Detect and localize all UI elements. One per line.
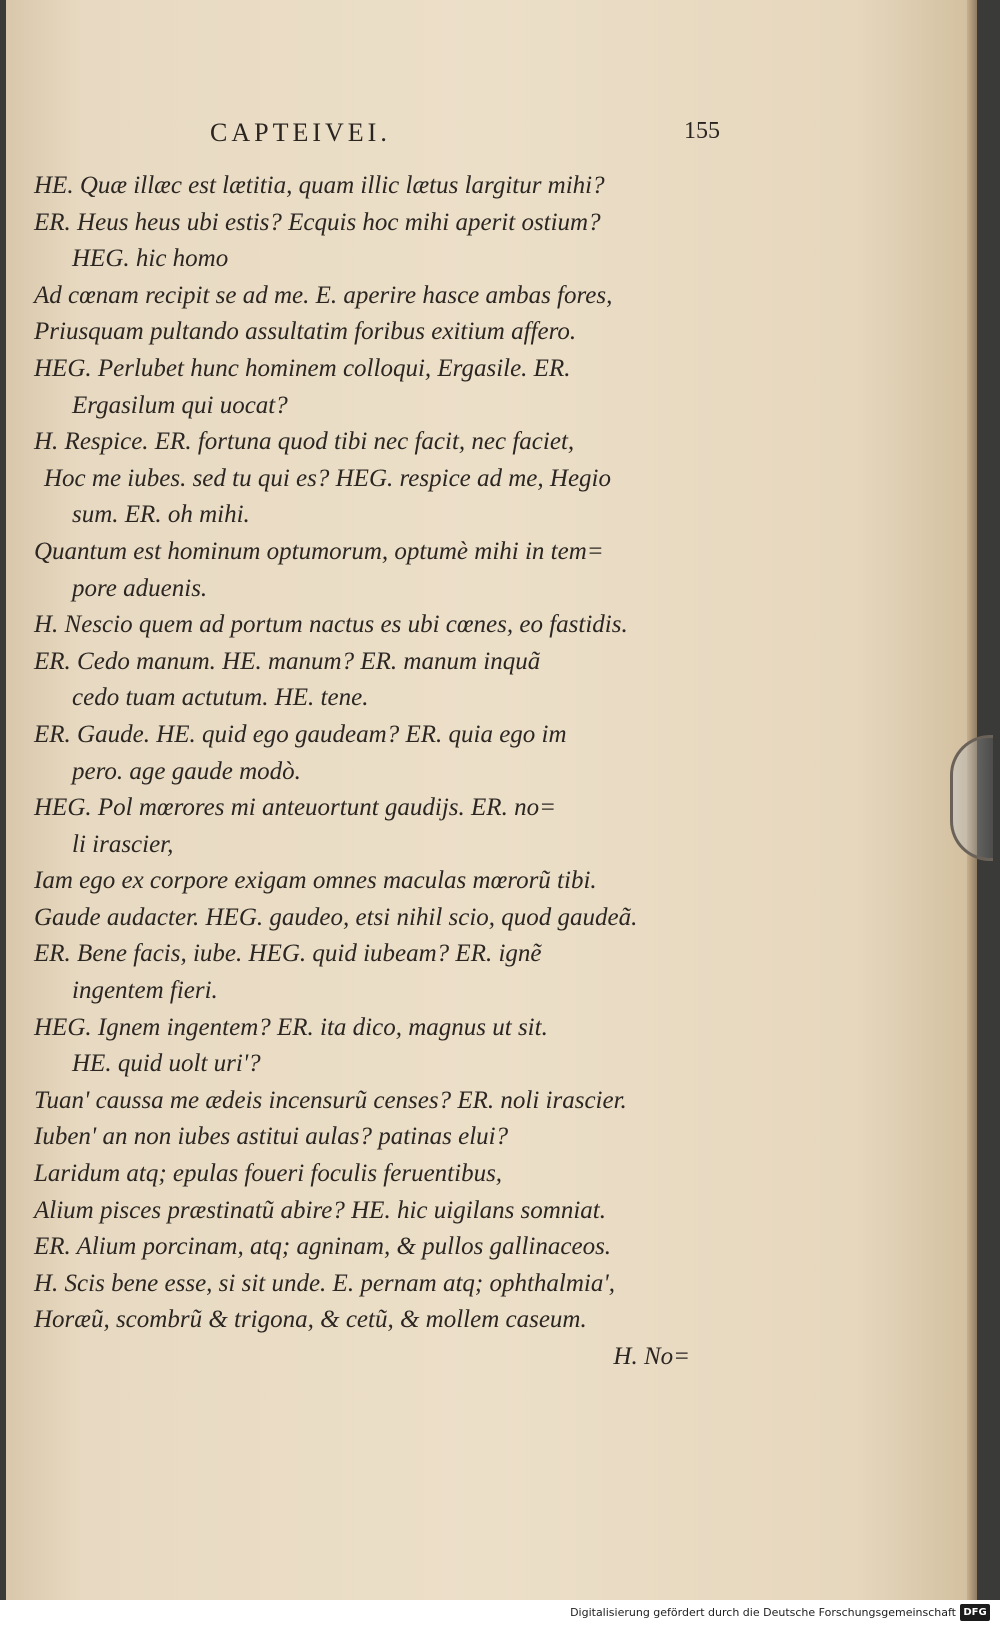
- text-line: ER. Cedo manum. HE. manum? ER. manum inquã: [34, 647, 541, 675]
- catchword: H. No=: [613, 1343, 690, 1370]
- text-line: Priusquam pultando assultatim foribus exitium affero.: [34, 318, 577, 346]
- text-line: Iuben' an non iubes astitui aulas? patinas elui?: [34, 1123, 509, 1151]
- text-line: sum. ER. oh mihi.: [72, 501, 250, 529]
- text-line: HE. Quæ illæc est lætitia, quam illic lætus largitur mihi?: [34, 172, 605, 199]
- text-line: pore aduenis.: [72, 574, 208, 602]
- text-line: Quantum est hominum optumorum, optumè mihi in tem=: [34, 537, 604, 565]
- text-line: Horæũ, scombrũ & trigona, & cetũ, & mollem caseum.: [34, 1306, 587, 1334]
- text-line: Iam ego ex corpore exigam omnes maculas mœrorũ tibi.: [34, 867, 597, 895]
- text-line: H. Scis bene esse, si sit unde. E. pernam atq; ophthalmia',: [34, 1269, 615, 1297]
- funding-credit: Digitalisierung gefördert durch die Deutsche Forschungsgemeinschaft: [570, 1606, 956, 1619]
- text-line: ingentem fieri.: [72, 977, 218, 1005]
- text-line: HEG. Perlubet hunc hominem colloqui, Ergasile. ER.: [34, 354, 571, 382]
- text-line: HEG. Ignem ingentem? ER. ita dico, magnus ut sit.: [34, 1013, 548, 1041]
- dfg-logo: DFG: [960, 1604, 990, 1621]
- text-line: Tuan' caussa me ædeis incensurũ censes? ER. noli irascier.: [34, 1086, 627, 1114]
- page-number: 155: [684, 118, 720, 144]
- text-line: H. Respice. ER. fortuna quod tibi nec facit, nec faciet,: [34, 428, 575, 456]
- text-line: ER. Bene facis, iube. HEG. quid iubeam? ER. ignẽ: [34, 940, 542, 968]
- text-line: HE. quid uolt uri'?: [72, 1050, 261, 1078]
- page-header: [40, 118, 720, 154]
- text-line: pero. age gaude modò.: [72, 757, 301, 785]
- text-line: li irascier,: [72, 830, 174, 858]
- page-clip: [950, 735, 993, 861]
- text-line: Ad cœnam recipit se ad me. E. aperire hasce ambas fores,: [34, 281, 613, 309]
- text-line: Laridum atq; epulas foueri foculis feruentibus,: [34, 1160, 503, 1188]
- text-line: HEG. hic homo: [72, 245, 229, 273]
- text-line: ER. Alium porcinam, atq; agninam, & pullos gallinaceos.: [34, 1233, 612, 1261]
- text-line: ER. Heus heus ubi estis? Ecquis hoc mihi aperit ostium?: [34, 208, 601, 236]
- text-line: HEG. Pol mœrores mi anteuortunt gaudijs. ER. no=: [34, 794, 556, 822]
- running-title: CAPTEIVEI.: [210, 118, 391, 147]
- page-text: [34, 168, 714, 1376]
- text-line: H. Nescio quem ad portum nactus es ubi cœnes, eo fastidis.: [34, 611, 628, 639]
- text-line: Hoc me iubes. sed tu qui es? HEG. respice ad me, Hegio: [44, 464, 612, 492]
- text-line: Gaude audacter. HEG. gaudeo, etsi nihil scio, quod gaudeã.: [34, 903, 638, 931]
- text-line: Alium pisces præstinatũ abire? HE. hic uigilans somniat.: [34, 1196, 606, 1224]
- footer-bar: [0, 1600, 1000, 1627]
- text-line: cedo tuam actutum. HE. tene.: [72, 684, 369, 712]
- text-line: ER. Gaude. HE. quid ego gaudeam? ER. quia ego im: [34, 720, 567, 748]
- text-line: Ergasilum qui uocat?: [72, 391, 288, 419]
